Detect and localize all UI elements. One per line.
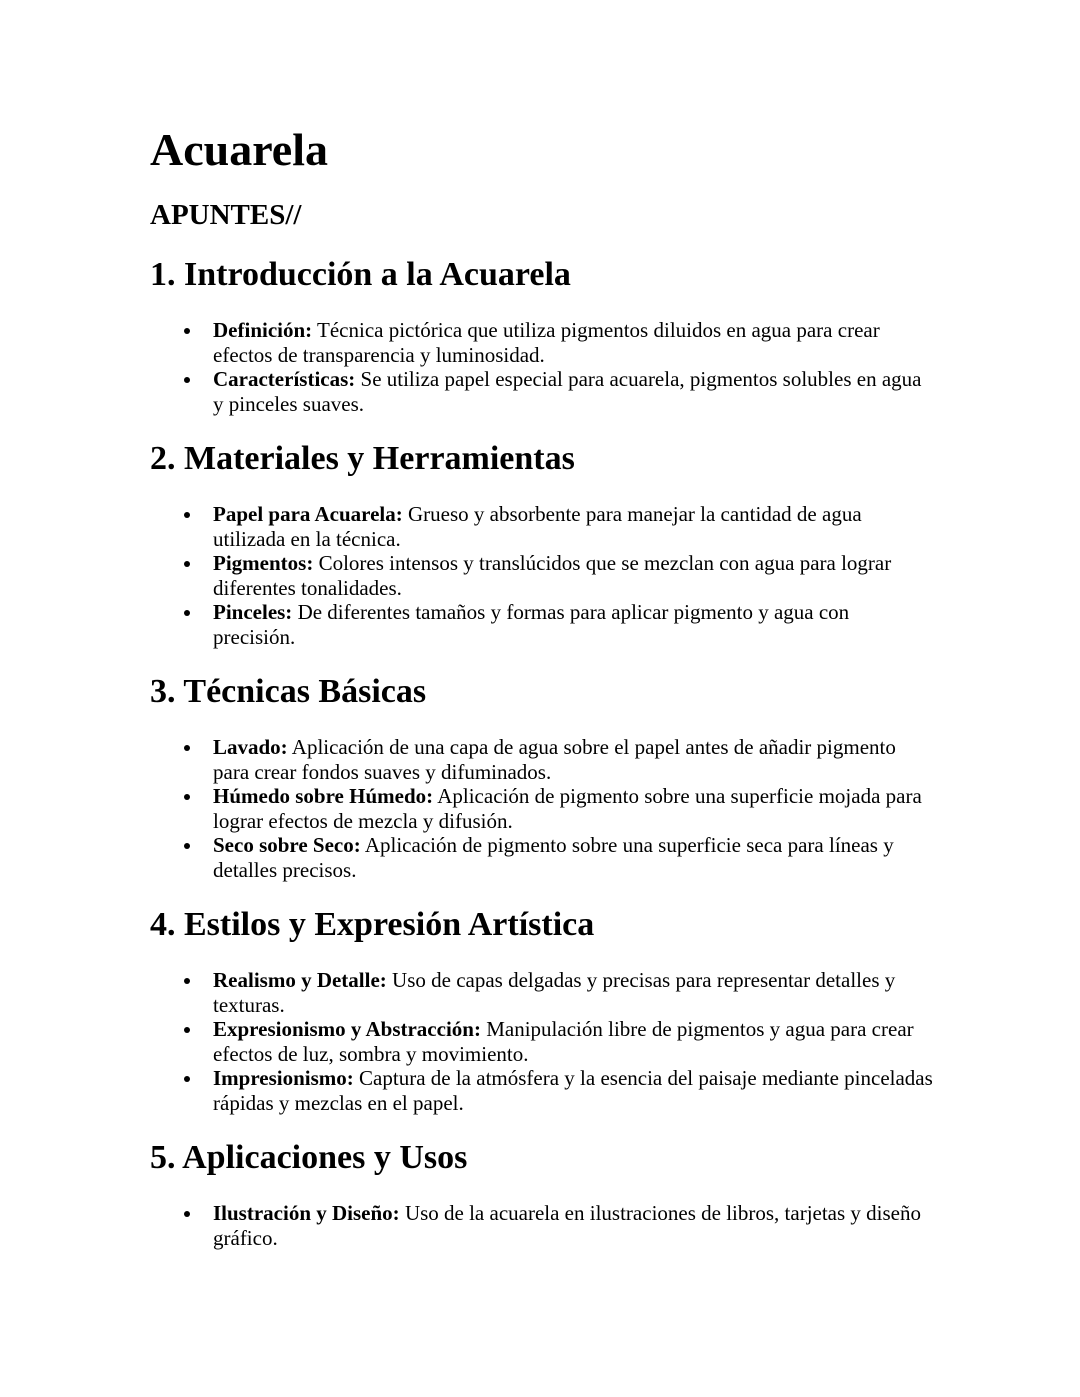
item-term: Realismo y Detalle: [213,968,387,992]
section-3 [150,672,940,882]
item-text: Uso de capas delgadas y precisas para representar detalles y texturas. [213,968,896,1017]
document-subtitle: APUNTES// [150,199,302,231]
bullet-list [150,318,933,416]
item-text: Se utiliza papel especial para acuarela, pigmentos solubles en agua y pinceles suaves. [213,367,922,416]
document-title: Acuarela [150,124,329,175]
item-term: Papel para Acuarela: [213,502,403,526]
item-text: Captura de la atmósfera y la esencia del paisaje mediante pinceladas rápidas y mezclas en el papel. [213,1066,933,1115]
list-item [213,551,933,600]
sections [150,255,940,1250]
section-heading: 1. Introducción a la Acuarela [150,256,571,293]
list-item [213,1201,933,1250]
bullet-list [150,968,933,1115]
item-term: Pigmentos: [213,551,314,575]
section-heading: 3. Técnicas Básicas [150,673,427,710]
section-4 [150,905,940,1115]
section-1 [150,255,940,416]
item-term: Lavado: [213,735,288,759]
list-item [213,1017,933,1066]
item-text: Aplicación de pigmento sobre una superficie seca para líneas y detalles precisos. [213,833,894,882]
list-item [213,735,933,784]
item-text: Colores intensos y translúcidos que se mezclan con agua para lograr diferentes tonalidades. [213,551,892,600]
list-item [213,1066,933,1115]
bullet-list [150,1201,933,1250]
section-5 [150,1138,940,1250]
item-text: Técnica pictórica que utiliza pigmentos diluidos en agua para crear efectos de transparencia y luminosidad. [213,318,880,367]
list-item [213,367,933,416]
item-term: Húmedo sobre Húmedo: [213,784,434,808]
list-item [213,502,933,551]
bullet-list [150,502,933,649]
list-item [213,318,933,367]
item-term: Características: [213,367,356,391]
item-text: Aplicación de una capa de agua sobre el papel antes de añadir pigmento para crear fondos suaves y difuminados. [213,735,896,784]
section-2 [150,439,940,649]
list-item [213,784,933,833]
item-text: Aplicación de pigmento sobre una superficie mojada para lograr efectos de mezcla y difusión. [213,784,922,833]
document-page [150,122,940,1250]
item-term: Seco sobre Seco: [213,833,361,857]
item-term: Definición: [213,318,313,342]
item-term: Expresionismo y Abstracción: [213,1017,481,1041]
item-term: Ilustración y Diseño: [213,1201,400,1225]
section-heading: 4. Estilos y Expresión Artística [150,906,595,943]
item-text: Grueso y absorbente para manejar la cantidad de agua utilizada en la técnica. [213,502,862,551]
item-text: Manipulación libre de pigmentos y agua para crear efectos de luz, sombra y movimiento. [213,1017,914,1066]
item-term: Pinceles: [213,600,293,624]
bullet-list [150,735,933,882]
section-heading: 2. Materiales y Herramientas [150,440,575,477]
item-text: Uso de la acuarela en ilustraciones de libros, tarjetas y diseño gráfico. [213,1201,922,1250]
item-text: De diferentes tamaños y formas para aplicar pigmento y agua con precisión. [213,600,850,649]
list-item [213,833,933,882]
item-term: Impresionismo: [213,1066,354,1090]
list-item [213,600,933,649]
section-heading: 5. Aplicaciones y Usos [150,1139,468,1176]
list-item [213,968,933,1017]
